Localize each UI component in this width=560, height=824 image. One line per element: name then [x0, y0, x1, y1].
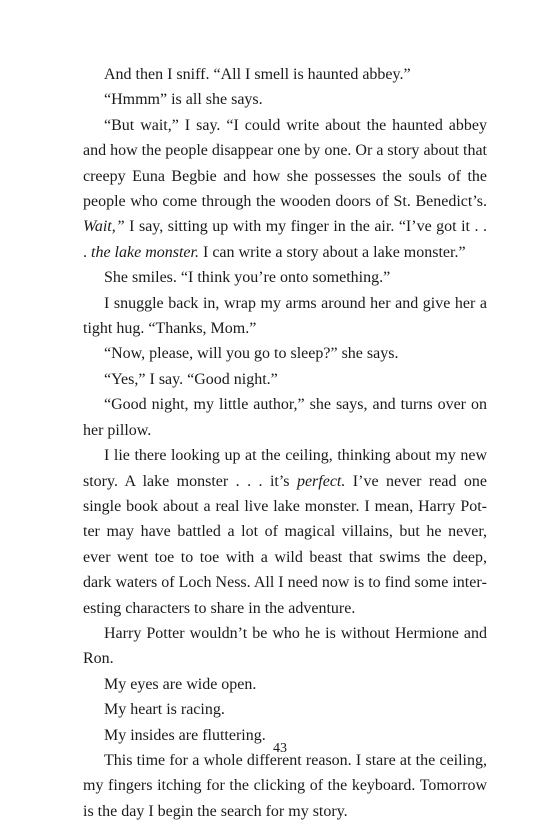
paragraph: My eyes are wide open.: [104, 675, 257, 693]
paragraph: “Hmmm” is all she says.: [104, 91, 263, 109]
italic-text: the lake monster.: [91, 243, 199, 261]
paragraph: “Good night, my little author,” she says, and turns over on her pillow.: [83, 396, 487, 439]
page-number: 43: [273, 741, 287, 756]
paragraph: She smiles. “I think you’re onto something.”: [104, 269, 391, 287]
paragraph: [83, 113, 487, 265]
paragraph: This time for a whole different reason. I stare at the ceiling, my fingers itching for the clicking of the keyboard. Tomorrow is the day I begin the search for my story.: [83, 751, 487, 820]
paragraph: My insides are fluttering.: [104, 726, 266, 744]
paragraph: My heart is racing.: [104, 701, 225, 719]
book-page-text: [83, 62, 487, 824]
paragraph: And then I sniff. “All I smell is haunted abbey.”: [104, 66, 411, 83]
paragraph: “Now, please, will you go to sleep?” she says.: [104, 345, 399, 363]
paragraph-text: “But wait,” I say. “I could write about the haunted abbey and how the people disappear one by one. Or a story about that creepy Euna Begbie and how she possesses the souls of the people who come through the wooden doors of St. Benedict’s.: [83, 116, 487, 211]
paragraph: Harry Potter wouldn’t be who he is without Hermione and Ron.: [83, 624, 487, 668]
italic-text: Wait,”: [83, 218, 125, 236]
paragraph: “Yes,” I say. “Good night.”: [104, 370, 278, 388]
paragraph-text: I’ve never read one single book about a real live lake monster. I mean, Harry Potter may have battled a lot of magical villains, but he never, ever went toe to toe with a wild beast that swims the deep, dark waters of Loch Ness. All I need now is to find some interesting characters to share in the adventure.: [83, 472, 487, 617]
italic-text: perfect.: [296, 472, 346, 490]
paragraph-text: I can write a story about a lake monster.”: [198, 243, 466, 261]
paragraph: I snuggle back in, wrap my arms around her and give her a tight hug. “Thanks, Mom.”: [83, 294, 487, 338]
paragraph: [83, 443, 487, 621]
paragraph-text: I lie there looking up at the ceiling, thinking about my new story. A lake monster . . . it’s: [83, 447, 487, 490]
paragraph-text: I say, sitting up with my finger in the air. “I’ve got it . . .: [83, 218, 487, 261]
